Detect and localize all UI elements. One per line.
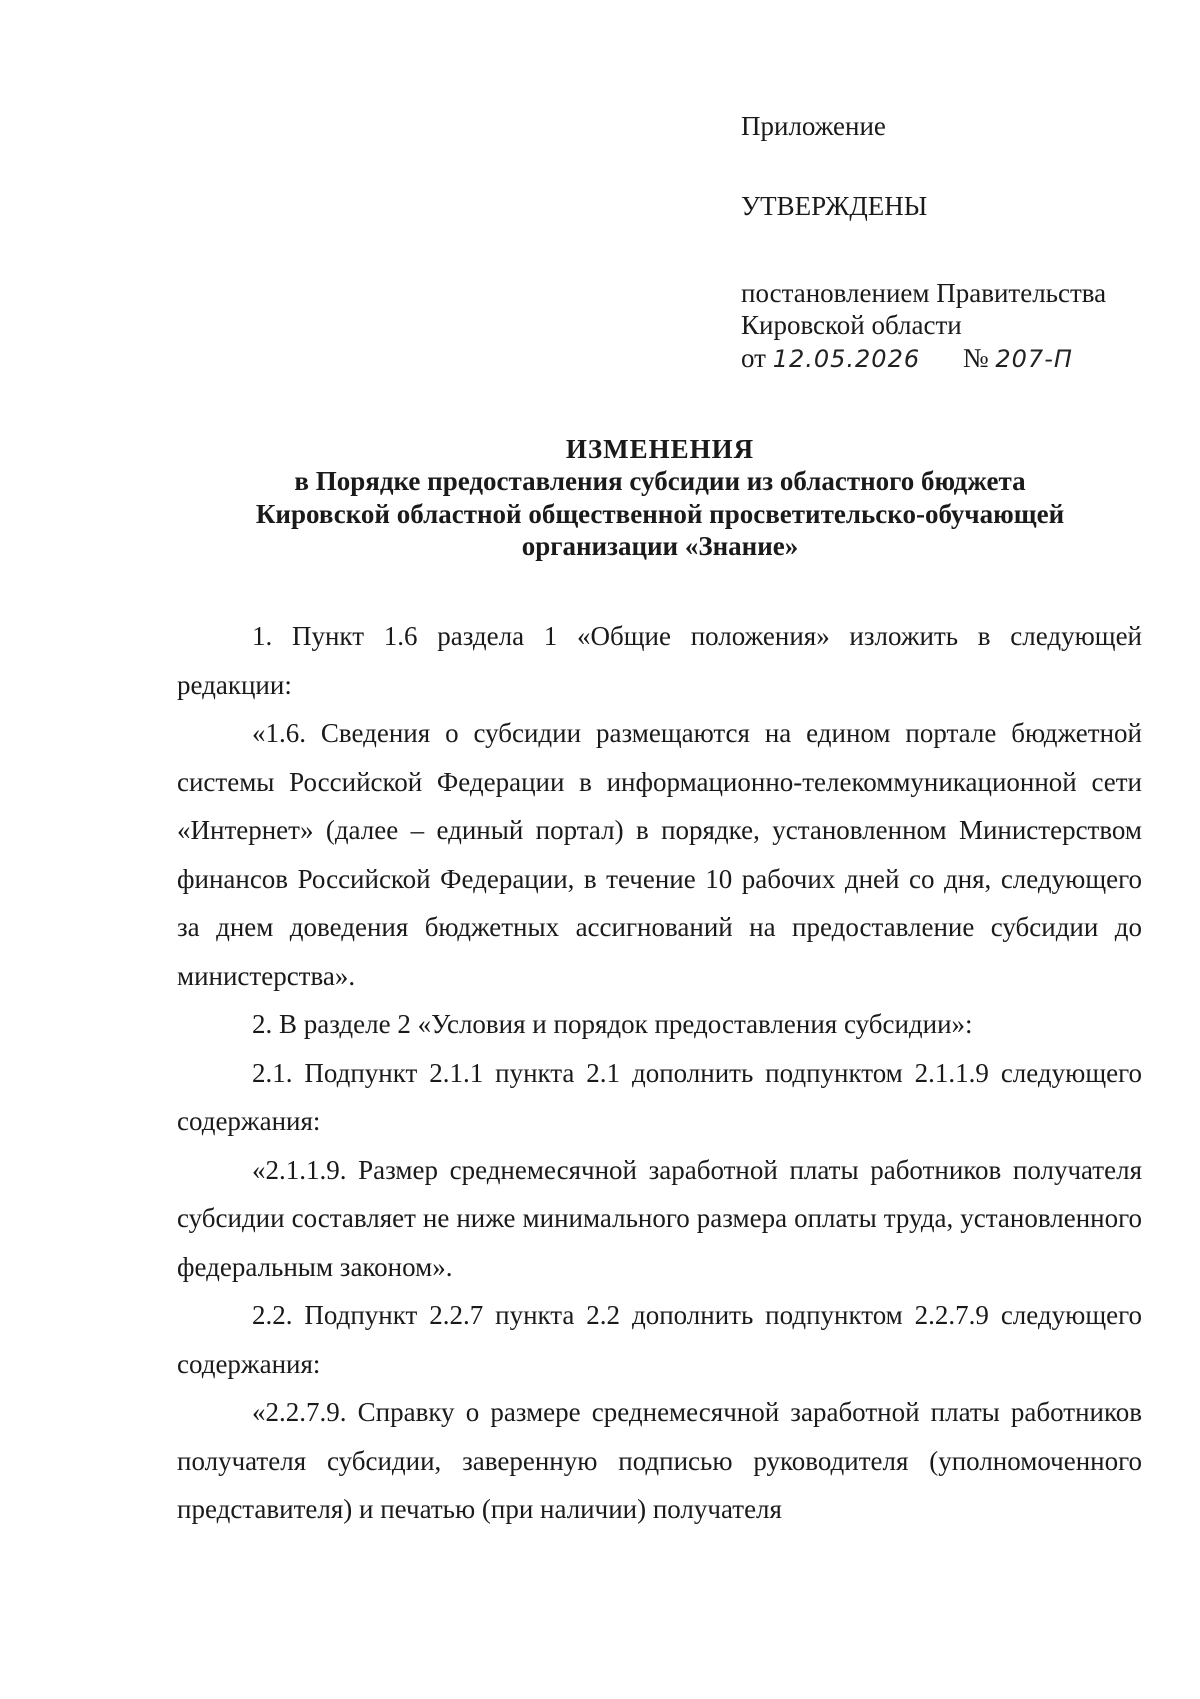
paragraph-1: 1. Пункт 1.6 раздела 1 «Общие положения» изложить в следующей редакции: — [177, 621, 1142, 700]
date-prefix: от — [741, 342, 766, 373]
handwritten-date: 12.05.2026 — [772, 344, 921, 373]
handwritten-number: 207-П — [995, 344, 1073, 373]
paragraph-2-1-1-9: «2.1.1.9. Размер среднемесячной заработной платы работников получателя субсидии составляет не ниже минимального размера оплаты труда, установленного федеральным законом». — [177, 1154, 1142, 1282]
paragraph-2-2-7-9: «2.2.7.9. Справку о размере среднемесячной заработной платы работников получателя субсидии, заверенную подписью руководителя (уполномоченного представителя) и печатью (при наличии) получателя — [177, 1397, 1142, 1524]
number-prefix: № — [962, 342, 989, 373]
document-title — [160, 433, 1160, 563]
paragraph-2-2: 2.2. Подпункт 2.2.7 пункта 2.2 дополнить подпунктом 2.2.7.9 следующего содержания: — [177, 1300, 1142, 1379]
approval-block — [741, 110, 1106, 374]
decree-line-1: постановлением Правительства — [741, 277, 1107, 308]
title-line-1: в Порядке предоставления субсидии из областного бюджета — [294, 466, 1026, 497]
decree-line-2: Кировской области — [741, 310, 962, 341]
title-main: ИЗМЕНЕНИЯ — [565, 434, 755, 464]
decree-date-line — [741, 342, 1106, 374]
title-line-2: Кировской областной общественной просветительско-обучающей — [255, 498, 1065, 529]
title-line-3: организации «Знание» — [521, 531, 799, 562]
paragraph-1-6: «1.6. Сведения о субсидии размещаются на едином портале бюджетной системы Российской Федерации в информационно-телекоммуникационной сети «Интернет» (далее – единый портал) в порядке, установленном Министерством финансов Российской Федерации, в течение 10 рабочих дней со дня, следующего за днем доведения бюджетных ассигнований на предоставление субсидии до министерства». — [177, 718, 1142, 991]
document-body — [177, 612, 1142, 1534]
paragraph-2-1: 2.1. Подпункт 2.1.1 пункта 2.1 дополнить подпунктом 2.1.1.9 следующего содержания: — [177, 1057, 1142, 1136]
approved-label: УТВЕРЖДЕНЫ — [741, 191, 928, 222]
appendix-label: Приложение — [741, 111, 886, 141]
paragraph-2: 2. В разделе 2 «Условия и порядок предоставления субсидии»: — [252, 1009, 973, 1039]
